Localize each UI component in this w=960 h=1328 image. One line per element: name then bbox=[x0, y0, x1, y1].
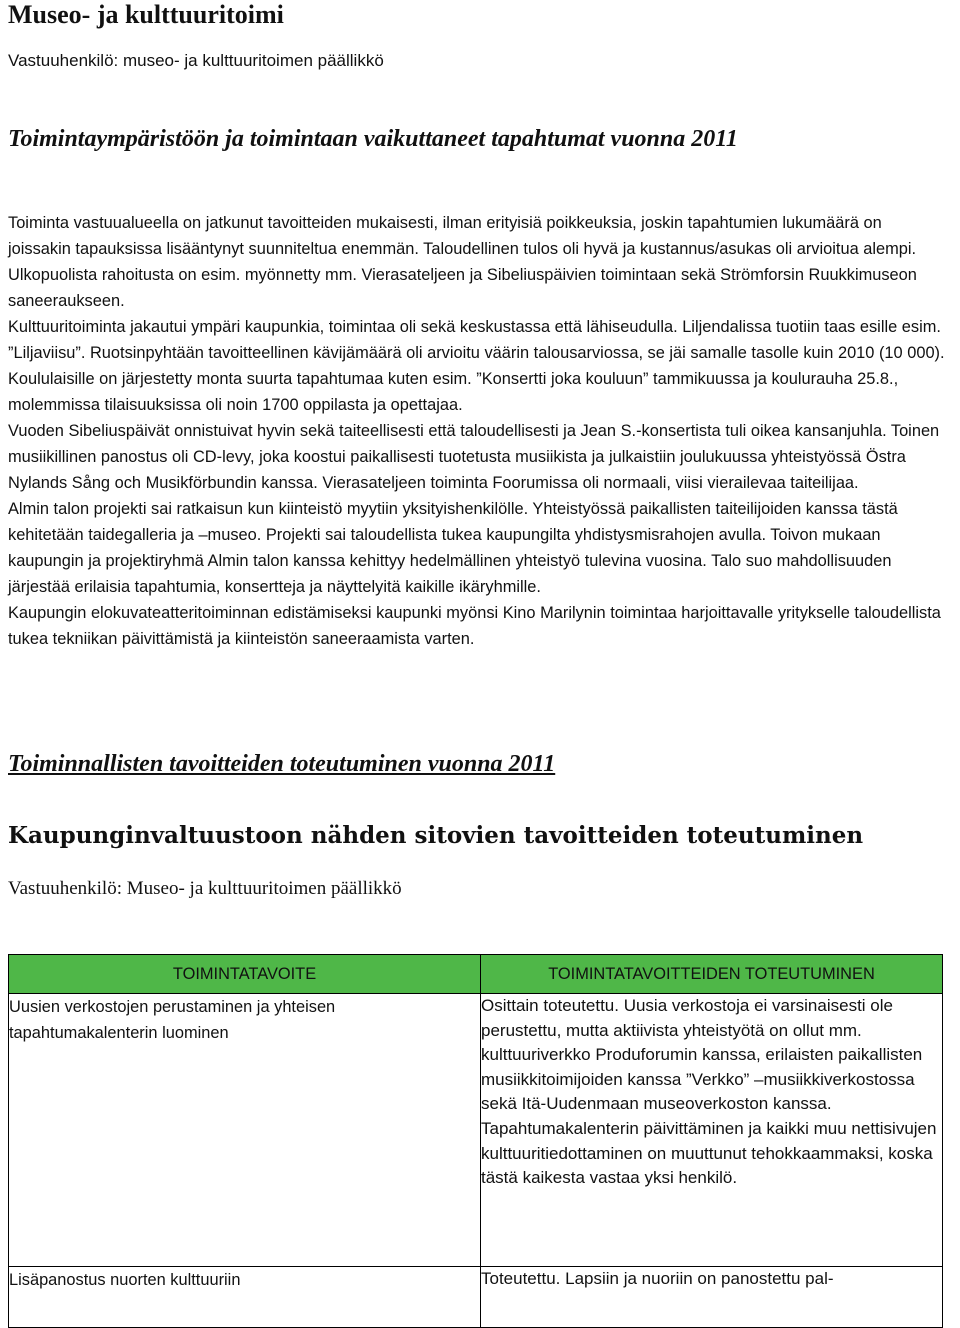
table-row bbox=[9, 994, 943, 1267]
events-heading: Toimintaympäristöön ja toimintaan vaikuttaneet tapahtumat vuonna 2011 bbox=[8, 126, 738, 152]
paragraph: Kulttuuritoiminta jakautui ympäri kaupunkia, toimintaa oli sekä keskustassa että lähiseudulla. Liljendalissa tuotiin taas esille esim. ”Liljaviisu”. Ruotsinpyhtään tavoitteellinen kävijämäärä oli arvioitu väärin talousarviossa, se jäi samalle tasolle kuin 2010 (10 000). Koululaisille on järjestetty monta suurta tapahtumaa kuten esim. ”Konsertti joka kouluun” tammikuussa ja koulurauha 25.8., molemmissa tilaisuuksissa oli noin 1700 oppilasta ja opettajaa. bbox=[8, 318, 945, 414]
paragraph: Kaupungin elokuvateatteritoiminnan edistämiseksi kaupunki myönsi Kino Marilynin toimintaa harjoittavalle yritykselle taloudellista tukea tekniikan päivittämistä ja kiinteistön saneeraamista varten. bbox=[8, 604, 941, 648]
result-cell: Toteutettu. Lapsiin ja nuoriin on panostettu pal- bbox=[481, 1267, 943, 1328]
paragraph: Vuoden Sibeliuspäivät onnistuivat hyvin sekä taiteellisesti että taloudellisesti ja Jean S.-konsertista tuli oikea kansanjuhla. Toinen musiikillinen panostus oli CD-levy, joka koostui paikallisesti tuotetusta musiikista ja julkaistiin joulukuussa yhteistyössä Östra Nylands Sång och Musikförbundin kanssa. Vierasateljeen toiminta Foorumissa oli normaali, viisi vierailevaa taiteilijaa. bbox=[8, 422, 940, 492]
events-body bbox=[8, 210, 948, 652]
paragraph: Toiminta vastuualueella on jatkunut tavoitteiden mukaisesti, ilman erityisiä poikkeuksia, joskin tapahtumien lukumäärä on joissakin tapauksissa lisääntynyt suunniteltua enemmän. Taloudellinen tulos oli hyvä ja kustannus/asukas oli arvioitua alempi. Ulkopuolista rahoitusta on esim. myönnetty mm. Vierasateljeen ja Sibeliuspäivien toimintaan sekä Strömforsin Ruukkimuseon saneeraukseen. bbox=[8, 214, 917, 310]
table-header-row bbox=[9, 955, 943, 994]
binding-goals-heading: Kaupunginvaltuustoon nähden sitovien tavoitteiden toteutuminen bbox=[8, 822, 864, 849]
goals-table bbox=[8, 954, 943, 1328]
table-header-goal: TOIMINTATAVOITE bbox=[9, 955, 481, 994]
binding-responsible-person: Vastuuhenkilö: Museo- ja kulttuuritoimen päällikkö bbox=[8, 878, 402, 899]
goal-cell: Uusien verkostojen perustaminen ja yhteisen tapahtumakalenterin luominen bbox=[9, 994, 481, 1267]
table-row bbox=[9, 1267, 943, 1328]
page-title: Museo- ja kulttuuritoimi bbox=[8, 0, 284, 29]
table-header-result: TOIMINTATAVOITTEIDEN TOTEUTUMINEN bbox=[481, 955, 943, 994]
goal-cell: Lisäpanostus nuorten kulttuuriin bbox=[9, 1267, 481, 1328]
result-cell: Osittain toteutettu. Uusia verkostoja ei varsinaisesti ole perustettu, mutta aktiivista yhteistyötä on ollut mm. kulttuuriverkko Produforumin kanssa, erilaisten paikallisten musiikkitoimijoiden kanssa ”Verkko” –musiikkiverkostossa sekä Itä-Uudenmaan museoverkoston kanssa. Tapahtumakalenterin päivittäminen ja kaikki muu nettisivujen kulttuuritiedottaminen on muuttunut tehokkaammaksi, koska tästä kaikesta vastaa yksi henkilö. bbox=[481, 994, 943, 1267]
paragraph: Almin talon projekti sai ratkaisun kun kiinteistö myytiin yksityishenkilölle. Yhteistyössä paikallisten taiteilijoiden kanssa tästä kehitetään taidegalleria ja –museo. Projekti sai taloudellista tukea kaupungilta yhdistysmisrahojen avulla. Toivon mukaan kaupungin ja projektiryhmä Almin talon kanssa kehittyy hedelmällinen yhteistyö tulevina vuosina. Talo suo mahdollisuuden järjestää erilaisia tapahtumia, konsertteja ja näyttelyitä kaikille ikäryhmille. bbox=[8, 500, 898, 596]
responsible-person: Vastuuhenkilö: museo- ja kulttuuritoimen päällikkö bbox=[8, 51, 384, 70]
goals-heading: Toiminnallisten tavoitteiden toteutuminen vuonna 2011 bbox=[8, 751, 556, 777]
